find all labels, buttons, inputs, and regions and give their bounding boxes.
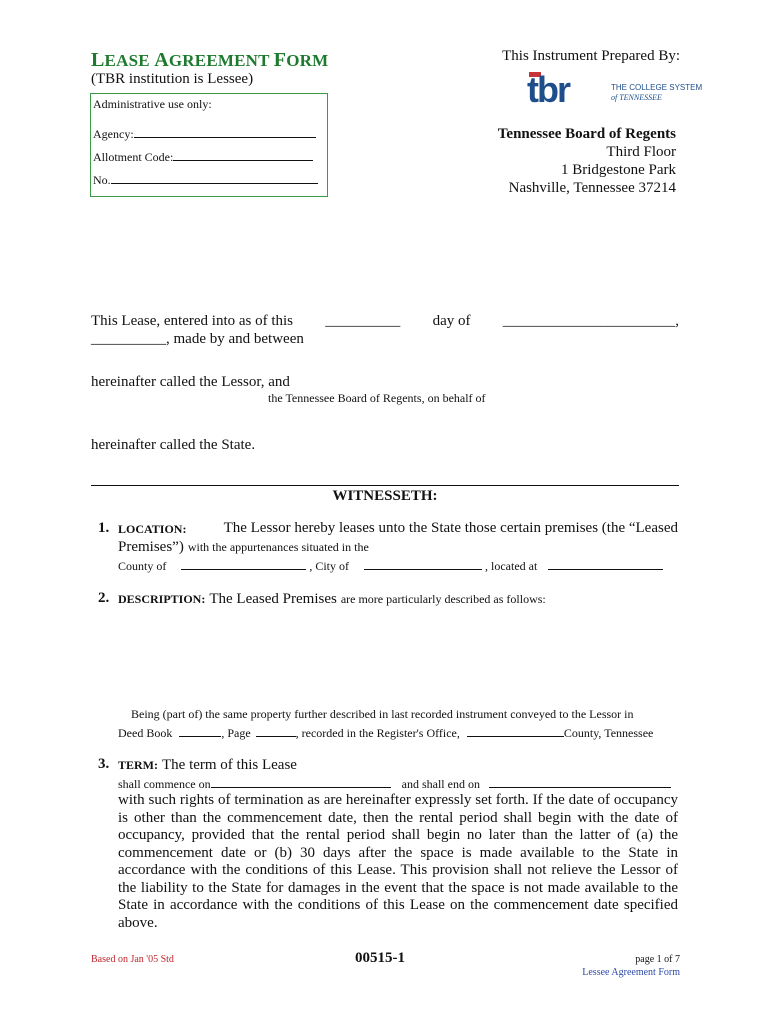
agency-row	[93, 125, 321, 142]
org-name: Tennessee Board of Regents	[497, 126, 676, 142]
page-field[interactable]	[256, 724, 296, 737]
allotment-label: Allotment Code:	[93, 150, 174, 164]
section3-paragraph: with such rights of termination as are hereinafter expressly set forth. If the date of occupancy is other than the commencement date, then the rental period shall begin with the date of occupancy, provided that the rental period shall begin no later than the latter of (a) the commencement date or (b) 30 days after the space is made available to the State in accordance with the conditions of this Lease. This provision shall not relieve the Lessor of the liability to the State for damages in the event that the space is not made available to the State in accordance with the conditions of this Lease on the commencement date specified above.	[118, 792, 678, 931]
section3-title: The term of this Lease	[162, 757, 297, 773]
form-subtitle: (TBR institution is Lessee)	[91, 71, 254, 87]
section2-text-a: The Leased Premises	[209, 591, 337, 607]
section1-line2	[118, 538, 369, 556]
state-line: hereinafter called the State.	[91, 437, 256, 453]
no-label: No.	[93, 173, 111, 187]
allotment-row	[93, 148, 321, 165]
county-label: County of	[118, 559, 167, 573]
end-field[interactable]	[489, 775, 671, 788]
deed-book-field[interactable]	[179, 724, 221, 737]
tbr-logo-mark	[525, 64, 703, 110]
allotment-field[interactable]	[173, 148, 313, 161]
being-line: Being (part of) the same property further described in last recorded instrument conveyed to the Lessor in	[131, 707, 634, 721]
logo-text: tbr	[527, 69, 569, 110]
prepared-address	[430, 125, 676, 197]
county-tn-label: County, Tennessee	[563, 726, 654, 740]
footer-code: 00515-1	[355, 950, 405, 966]
deed-book-label: Deed Book	[118, 726, 173, 740]
recorded-label: , recorded in the Register's Office,	[295, 726, 460, 740]
city-label: , City of	[309, 559, 350, 573]
intro-text-c: day of	[432, 313, 471, 329]
county-field[interactable]	[181, 557, 306, 570]
page-label: , Page	[221, 726, 251, 740]
address-line1: Third Floor	[606, 144, 676, 160]
commence-label: shall commence on	[118, 777, 211, 791]
prepared-by: This Instrument Prepared By:	[502, 48, 680, 64]
section2-number: 2.	[98, 590, 110, 606]
section1-appurtenances: with the appurtenances situated in the	[187, 540, 369, 554]
witnesseth-heading: WITNESSETH:	[332, 488, 438, 504]
no-row	[93, 171, 321, 188]
city-field[interactable]	[364, 557, 482, 570]
form-title: LEASE AGREEMENT FORM	[91, 49, 329, 71]
section1-text: The Lessor hereby leases unto the State those certain premises (the “Leased	[223, 520, 678, 536]
section2-text-b: are more particularly described as follows:	[340, 592, 546, 606]
intro-line1	[91, 313, 679, 330]
admin-heading: Administrative use only:	[93, 97, 212, 111]
section1-premises: Premises”)	[118, 539, 184, 555]
section3-number: 3.	[98, 756, 110, 772]
section1-number: 1.	[98, 520, 110, 536]
footer-form-name: Lessee Agreement Form	[582, 967, 680, 978]
commence-field[interactable]	[211, 775, 391, 788]
section3-dates	[118, 775, 682, 792]
admin-box	[90, 93, 328, 197]
divider-rule	[91, 485, 679, 486]
section2-line1	[118, 590, 546, 608]
lessor-line: hereinafter called the Lessor, and	[91, 374, 290, 390]
end-label: and shall end on	[401, 777, 480, 791]
section2-heading: DESCRIPTION:	[118, 592, 206, 606]
footer-based-on: Based on Jan '05 Std	[91, 954, 174, 965]
logo-line2: of TENNESSEE	[611, 93, 662, 102]
address-line2: 1 Bridgestone Park	[561, 162, 676, 178]
section1-heading: LOCATION:	[118, 522, 187, 536]
logo-line1: THE COLLEGE SYSTEM	[611, 83, 703, 92]
register-county-field[interactable]	[467, 724, 564, 737]
section3-line1	[118, 756, 297, 774]
intro-line2: __________, made by and between	[91, 331, 304, 347]
agency-field[interactable]	[134, 125, 316, 138]
intro-month-blank[interactable]: _______________________,	[502, 313, 679, 329]
deed-line	[118, 724, 653, 741]
intro-text-a: This Lease, entered into as of this	[91, 313, 294, 329]
no-field[interactable]	[111, 171, 318, 184]
address-line3: Nashville, Tennessee 37214	[508, 180, 676, 196]
tbr-behalf-line: the Tennessee Board of Regents, on behalf of	[268, 391, 486, 405]
agency-label: Agency:	[93, 127, 134, 141]
tbr-logo	[525, 64, 703, 110]
footer-page: page 1 of 7	[635, 954, 680, 965]
located-label: , located at	[485, 559, 538, 573]
section1-line1	[118, 520, 678, 537]
section1-line3	[118, 557, 682, 574]
section3-heading: TERM:	[118, 758, 158, 772]
intro-day-blank[interactable]: __________	[325, 313, 401, 329]
located-field[interactable]	[548, 557, 663, 570]
